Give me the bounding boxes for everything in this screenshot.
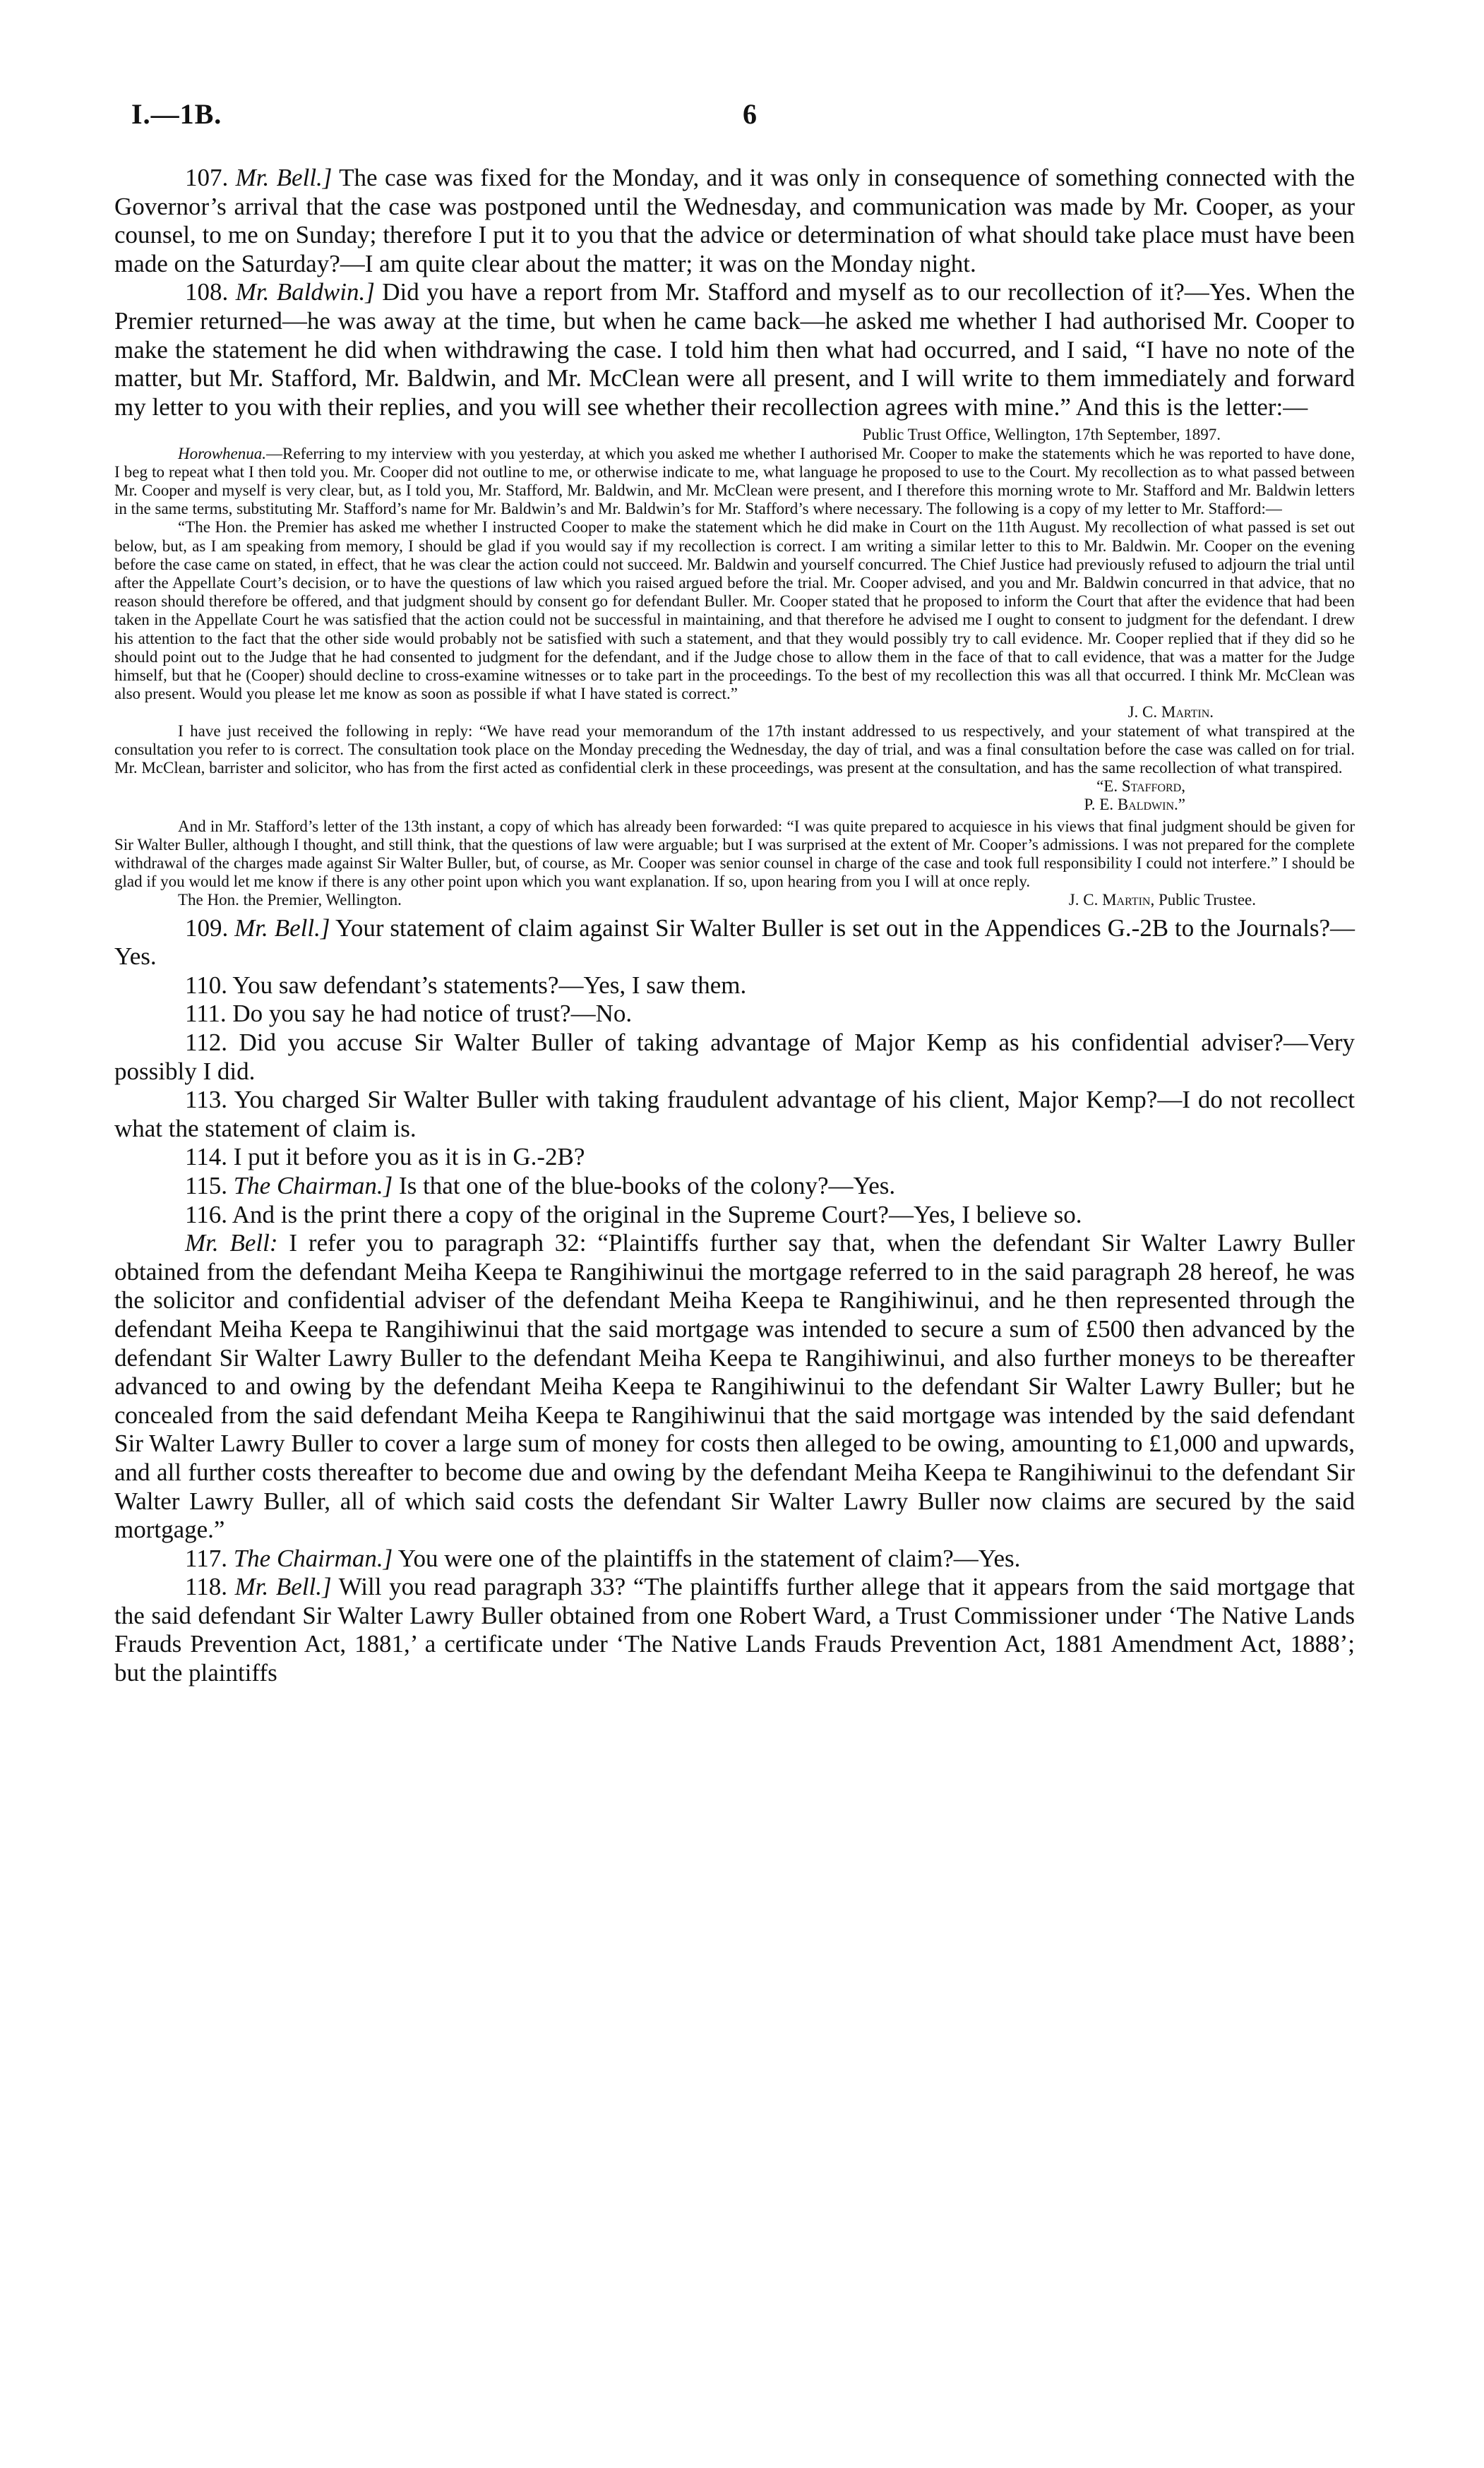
question-112: 112. Did you accuse Sir Walter Buller of taking advantage of Major Kemp as his confidential adviser?—Very possibly I did. — [114, 1029, 1355, 1085]
letter-quotation-signature: J. C. Martin. — [1127, 703, 1214, 721]
page-number: 6 — [743, 98, 757, 130]
question-114: 114. I put it before you as it is in G.-2B? — [185, 1143, 585, 1171]
question-108: 108. Mr. Baldwin.] Did you have a report from Mr. Stafford and myself as to our recollection of it?—Yes. When the Premier returned—he was away at the time, but when he came back—he asked me whether I had authorised Mr. Cooper to make the statement he did when withdrawing the case. I told him then what had occurred, and I said, “I have no note of the matter, but Mr. Stafford, Mr. Baldwin, and Mr. McClean were all present, and I will write to them immediately and forward my letter to you with their replies, and you will see whether their recollection agrees with mine.” And this is the letter:— — [114, 278, 1355, 421]
reply-signature-stafford: “E. Stafford, — [1096, 777, 1185, 796]
letter-addressee: The Hon. the Premier, Wellington. — [178, 891, 402, 909]
letter-paragraph: Horowhenua.—Referring to my interview with you yesterday, at which you asked me whether I authorised Mr. Cooper to make the statements which he was reported to have done, I beg to repeat what I then told you. Mr. Cooper did not outline to me, or otherwise indicate to me, what language he proposed to use to the Court. My recollection as to what passed between Mr. Cooper and myself is very clear, but, as I told you, Mr. Stafford, Mr. Baldwin, and Mr. McClean were present, and I therefore this morning wrote to Mr. Stafford and Mr. Baldwin letters in the same terms, substituting Mr. Stafford’s name for Mr. Baldwin’s and Mr. Baldwin’s for Mr. Stafford’s where necessary. The following is a copy of my letter to Mr. Stafford:— — [114, 444, 1355, 518]
question-109: 109. Mr. Bell.] Your statement of claim against Sir Walter Buller is set out in the Appendices G.-2B to the Journals?—Yes. — [114, 913, 1356, 971]
page-body — [114, 164, 1355, 1688]
letter-closing-paragraph: And in Mr. Stafford’s letter of the 13th instant, a copy of which has already been forwarded: “I was quite prepared to acquiesce in his views that final judgment should be given for Sir Walter Buller, although I thought, and still think, that the questions of law were arguable; but I was surprised at the extent of Mr. Cooper’s admissions. I was not prepared for the complete withdrawal of the charges made against Sir Walter Buller, but, of course, as Mr. Cooper was senior counsel in charge of the case and took full responsibility I could not interfere.” I should be glad if you would let me know if there is any other point upon which you want explanation. If so, upon hearing from you I will at once reply. — [114, 817, 1355, 891]
question-118: 118. Mr. Bell.] Will you read paragraph 33? “The plaintiffs further allege that it appears from the said mortgage that the said defendant Sir Walter Lawry Buller obtained from one Robert Ward, a Trust Commissioner under ‘The Native Lands Frauds Prevention Act, 1881,’ a certificate under ‘The Native Lands Frauds Prevention Act, 1881 Amendment Act, 1888’; but the plaintiffs — [114, 1573, 1356, 1687]
letter-quotation: “The Hon. the Premier has asked me whether I instructed Cooper to make the statement which he did make in Court on the 11th August. My recollection of what passed is set out below, but, as I am speaking from memory, I should be glad if you would say if my recollection is correct. I am writing a similar letter to this to Mr. Baldwin. Mr. Cooper on the evening before the case came on stated, in effect, that he was clear the action could not succeed. Mr. Baldwin and yourself concurred. The Chief Justice had previously refused to adjourn the trial until after the Appellate Court’s decision, or to have the questions of law which you raised argued before the trial. Mr. Cooper advised, and you and Mr. Baldwin concurred in that advice, that no reason should therefore be offered, and that judgment should by consent go for defendant Buller. Mr. Cooper stated that he proposed to inform the Court that after the evidence that had been taken in the Appellate Court he was satisfied that the action could not be successful in maintaining, and that therefore he advised me I ought to consent to judgment for the defendant. I drew his attention to the fact that the other side would probably not be satisfied with such a statement, and that they would possibly try to call evidence. Mr. Cooper replied that if they did so he should point out to the Judge that he had consented to judgment for the defendant, and if the Judge chose to allow them in the face of that to call evidence, that was a matter for the Judge himself, but that he (Cooper) should decline to cross-examine witnesses or to take part in the proceedings. To the best of my recollection this was all that occurred. I think Mr. McClean was also present. Would you please let me know as soon as possible if what I have stated is correct.” — [114, 518, 1355, 703]
bell-reading-paragraph-32: Mr. Bell: I refer you to paragraph 32: “Plaintiffs further say that, when the defendant Sir Walter Lawry Buller obtained from the defendant Meiha Keepa te Rangihiwinui the mortgage referred to in the said paragraph 28 hereof, he was the solicitor and confidential adviser of the defendant Meiha Keepa te Rangihiwinui, and he then represented through the defendant Meiha Keepa te Rangihiwinui that the said mortgage was intended to secure a sum of £500 then advanced by the defendant Sir Walter Lawry Buller to the defendant Meiha Keepa te Rangihiwinui, and also further moneys to be thereafter advanced to and owing by the defendant Meiha Keepa te Rangihiwinui to the defendant Sir Walter Lawry Buller; but he concealed from the said defendant Meiha Keepa te Rangihiwinui that the said mortgage was intended by the said defendant Sir Walter Lawry Buller to cover a large sum of money for costs then alleged to be owing, amounting to £1,000 and upwards, and all further costs thereafter to become due and owing by the defendant Meiha Keepa te Rangihiwinui to the defendant Sir Walter Lawry Buller, all of which said costs the defendant Sir Walter Lawry Buller now claims are secured by the said mortgage.” — [114, 1229, 1355, 1544]
question-113: 113. You charged Sir Walter Buller with taking fraudulent advantage of his client, Major Kemp?—I do not recollect what the statement of claim is. — [114, 1086, 1355, 1142]
question-116: 116. And is the print there a copy of the original in the Supreme Court?—Yes, I believe so. — [185, 1200, 1082, 1228]
letter-dateline: Public Trust Office, Wellington, 17th September, 1897. — [862, 426, 1221, 444]
question-117: 117. The Chairman.] You were one of the plaintiffs in the statement of claim?—Yes. — [185, 1544, 1021, 1572]
question-110: 110. You saw defendant’s statements?—Yes, I saw them. — [185, 971, 747, 999]
reply-signature-baldwin: P. E. Baldwin.” — [1084, 796, 1185, 814]
page-header — [131, 97, 1353, 140]
question-115: 115. The Chairman.] Is that one of the blue-books of the colony?—Yes. — [185, 1171, 896, 1199]
letter-reply-paragraph: I have just received the following in reply: “We have read your memorandum of the 17th instant addressed to us respectively, and your statement of what transpired at the consultation you refer to is correct. The consultation took place on the Monday preceding the Wednesday, the day of trial, and was a final consultation before the case was called on for trial. Mr. McClean, barrister and solicitor, who has from the first acted as confidential clerk in these proceedings, was present at the consultation, and has the same recollection of what transpired. — [114, 721, 1355, 777]
letter-footer — [114, 891, 1355, 909]
letter-block — [114, 426, 1355, 909]
document-reference: I.—1B. — [131, 98, 222, 130]
letter-signature: J. C. Martin, Public Trustee. — [1068, 891, 1256, 909]
question-111: 111. Do you say he had notice of trust?—No. — [185, 1000, 633, 1028]
question-107: 107. Mr. Bell.] The case was fixed for the Monday, and it was only in consequence of something connected with the Governor’s arrival that the case was postponed until the Wednesday, and communication was made by Mr. Cooper, as your counsel, to me on Sunday; therefore I put it to you that the advice or determination of what should take place must have been made on the Saturday?—I am quite clear about the matter; it was on the Monday night. — [114, 164, 1355, 277]
